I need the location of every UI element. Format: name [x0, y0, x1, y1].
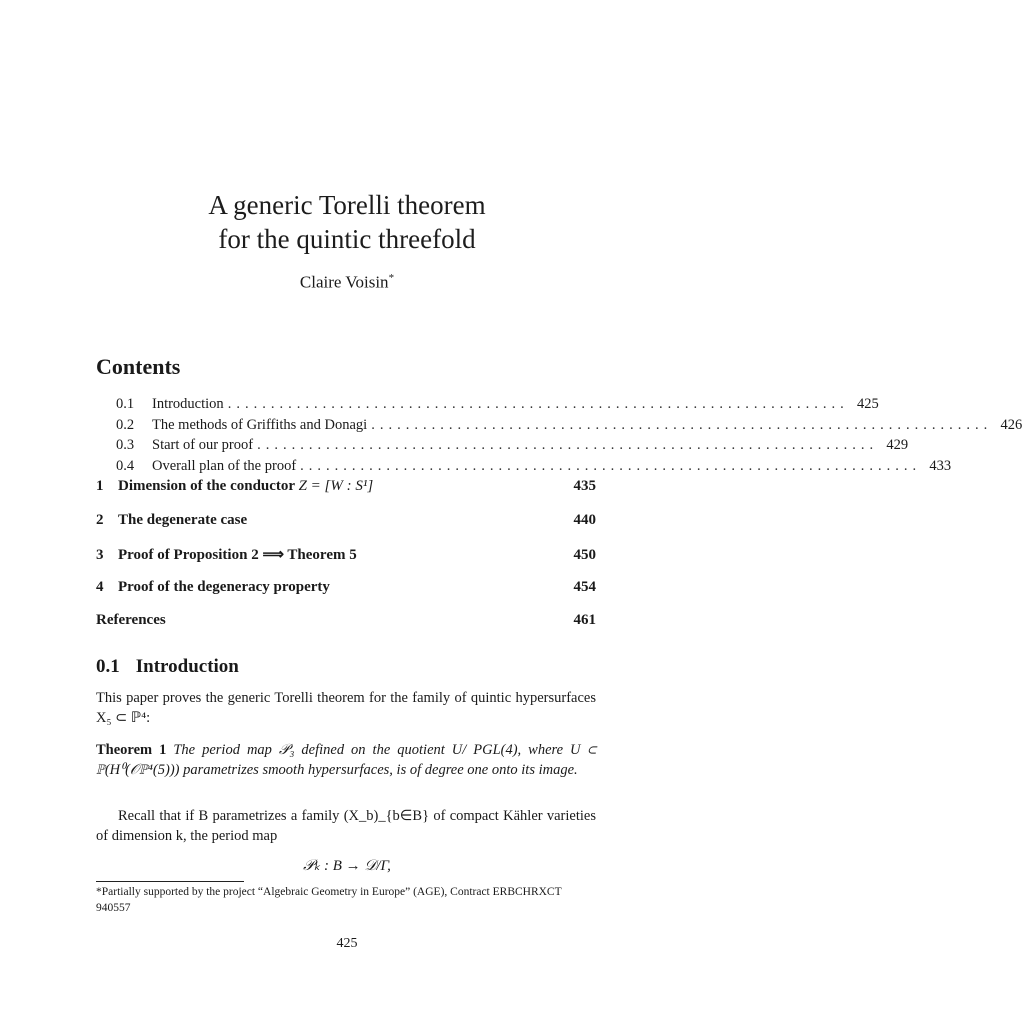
toc-entry-page: 433: [929, 457, 952, 474]
section-heading: [96, 656, 239, 678]
toc-entry-label: Overall plan of the proof: [152, 457, 297, 474]
toc-section-label: [118, 478, 556, 495]
toc-section-label: Proof of the degeneracy property: [118, 578, 330, 595]
toc-section-entry[interactable]: [96, 545, 596, 579]
toc-leader-dots: ........................................................................: [227, 396, 849, 412]
toc-section-entry[interactable]: [96, 512, 596, 546]
toc-subsections: [116, 396, 1022, 478]
toc-leader-dots: ........................................................................: [300, 457, 922, 474]
section-number: 0.1: [96, 656, 120, 677]
toc-entry-page: 425: [856, 396, 879, 412]
toc-section-page: 435: [573, 478, 596, 494]
toc-section-entry[interactable]: [96, 579, 596, 613]
intro-paragraph: This paper proves the generic Torelli theorem for the family of quintic hypersurfaces X₅ ⊂ ℙ⁴:: [96, 690, 596, 726]
toc-entry-number: 0.4: [116, 457, 135, 474]
toc-section-page: 450: [573, 547, 596, 563]
toc-entry[interactable]: [116, 457, 952, 479]
author: [0, 272, 694, 293]
theorem-label: Theorem 1: [96, 742, 167, 758]
theorem-text: The period map 𝒫₃ defined on the quotient U/ PGL(4), where U ⊂ ℙ(H⁰(𝒪ℙ⁴(5))) parametrizes smooth hypersurfaces, is of degree one onto its image.: [96, 742, 596, 778]
toc-entry-label: Introduction: [152, 396, 224, 412]
toc-leader-dots: ........................................................................: [257, 437, 879, 453]
title-line-2: for the quintic threefold: [218, 224, 476, 254]
toc-entry-page: 426: [1000, 416, 1022, 433]
toc-references-entry[interactable]: [96, 612, 596, 646]
page-number: 425: [336, 936, 358, 951]
toc-leader-dots: ........................................................................: [371, 416, 993, 433]
recall-paragraph: Recall that if B parametrizes a family (X_b)_{b∈B} of compact Kähler varieties of dimension k, the period map: [96, 808, 596, 844]
toc-section-number: 1: [96, 478, 104, 494]
toc-section-label: The degenerate case: [118, 511, 248, 528]
author-footnote-mark: *: [388, 272, 395, 284]
toc-section-page: 461: [573, 612, 596, 628]
toc-section-number: 4: [96, 578, 104, 595]
toc-entry-page: 429: [886, 437, 909, 453]
display-equation: 𝒫ₖ : B → 𝒟/Γ,: [303, 858, 391, 874]
toc-section-label: Proof of Proposition 2 ⟹ Theorem 5: [118, 547, 357, 563]
toc-section-label: References: [96, 612, 166, 628]
paper-title: [0, 188, 694, 256]
toc-section-page: 454: [573, 578, 596, 595]
toc-section-number: 2: [96, 511, 104, 528]
section-title: Introduction: [135, 656, 239, 677]
toc-section-math: Z = [W : S¹]: [298, 478, 374, 494]
author-name: Claire Voisin: [299, 272, 389, 292]
toc-section-page: 440: [573, 511, 596, 528]
footnote-rule: [96, 881, 244, 882]
footnote: *Partially supported by the project “Algebraic Geometry in Europe” (AGE), Contract ERBCHRXCT 940557: [96, 886, 562, 914]
toc-entry[interactable]: [116, 416, 1022, 438]
toc-entry[interactable]: [116, 396, 879, 417]
toc-sections: [96, 478, 596, 646]
toc-entry-number: 0.1: [116, 396, 135, 412]
toc-entry-label: Start of our proof: [152, 437, 254, 453]
contents-heading: Contents: [96, 354, 181, 379]
toc-section-number: 3: [96, 547, 104, 563]
toc-section-entry[interactable]: [96, 478, 596, 512]
toc-section-label-text: Dimension of the conductor: [118, 478, 295, 494]
title-line-1: A generic Torelli theorem: [208, 190, 486, 220]
toc-entry-number: 0.2: [116, 416, 135, 433]
toc-entry-number: 0.3: [116, 437, 135, 453]
toc-entry-label: The methods of Griffiths and Donagi: [152, 416, 368, 433]
toc-entry[interactable]: [116, 437, 909, 458]
theorem-statement: [96, 740, 596, 780]
